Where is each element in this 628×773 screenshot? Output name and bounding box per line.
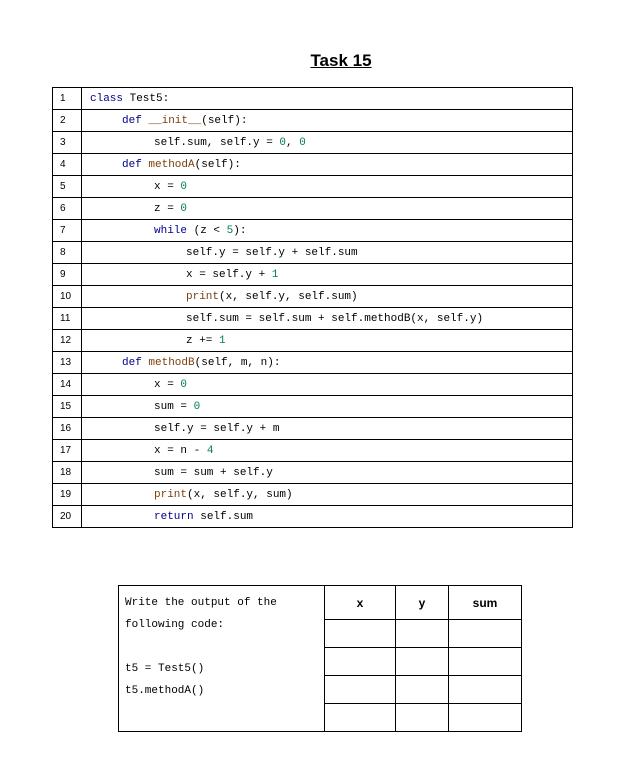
code-line (82, 440, 573, 462)
code-token: x = (154, 180, 181, 193)
line-number: 10 (53, 286, 82, 308)
code-token: Test5: (129, 92, 170, 105)
line-number: 2 (53, 110, 82, 132)
prompt-code-line: t5.methodA() (125, 685, 205, 697)
code-row (53, 418, 573, 440)
line-number: 9 (53, 264, 82, 286)
code-token: x = self.y + (186, 268, 272, 281)
code-token: (self): (201, 114, 248, 127)
line-number: 15 (53, 396, 82, 418)
code-token: return (154, 510, 201, 523)
line-number: 6 (53, 198, 82, 220)
output-cell[interactable] (325, 704, 396, 732)
code-token: self.sum = self.sum + self.methodB(x, self.y) (186, 312, 484, 325)
line-number: 8 (53, 242, 82, 264)
code-listing-table (52, 87, 573, 528)
prompt-line: following code: (125, 619, 225, 631)
code-token: class (90, 92, 130, 105)
code-line (82, 242, 573, 264)
code-line (82, 506, 573, 528)
code-token: ): (233, 224, 247, 237)
code-row (53, 484, 573, 506)
output-cell[interactable] (449, 648, 522, 676)
code-token: 0 (279, 136, 287, 149)
output-cell[interactable] (449, 704, 522, 732)
code-row (53, 242, 573, 264)
line-number: 4 (53, 154, 82, 176)
output-header-row (119, 586, 522, 620)
output-cell[interactable] (396, 676, 449, 704)
code-line (82, 462, 573, 484)
code-token: self.sum (200, 510, 254, 523)
output-cell[interactable] (396, 648, 449, 676)
code-row (53, 132, 573, 154)
code-token: def (122, 114, 149, 127)
code-token: x = n - (154, 444, 207, 457)
line-number: 7 (53, 220, 82, 242)
code-token: 0 (299, 136, 306, 149)
line-number: 20 (53, 506, 82, 528)
prompt-code-line: t5 = Test5() (125, 663, 205, 675)
code-token: 0 (180, 378, 188, 391)
header-x: x (325, 586, 396, 620)
code-row (53, 264, 573, 286)
code-row (53, 462, 573, 484)
code-token: methodB (148, 356, 195, 369)
code-row (53, 396, 573, 418)
code-row (53, 88, 573, 110)
code-line (82, 198, 573, 220)
code-token: while (154, 224, 194, 237)
code-line (82, 264, 573, 286)
code-token: def (122, 356, 149, 369)
code-token: methodA (148, 158, 195, 171)
header-sum: sum (449, 586, 522, 620)
code-line (82, 352, 573, 374)
code-token: 0 (193, 400, 201, 413)
line-number: 14 (53, 374, 82, 396)
code-token: x = (154, 378, 181, 391)
code-token: , (286, 136, 300, 149)
output-prompt-cell (119, 586, 325, 732)
output-cell[interactable] (325, 676, 396, 704)
code-row (53, 308, 573, 330)
code-line (82, 396, 573, 418)
code-line (82, 308, 573, 330)
code-token: (self): (194, 158, 241, 171)
code-line (82, 286, 573, 308)
line-number: 1 (53, 88, 82, 110)
code-row (53, 374, 573, 396)
code-row (53, 506, 573, 528)
code-token: self.y = self.y + m (154, 422, 280, 435)
code-line (82, 330, 573, 352)
code-line (82, 176, 573, 198)
code-token: 4 (206, 444, 214, 457)
code-token: 1 (219, 334, 226, 347)
output-cell[interactable] (396, 620, 449, 648)
code-line (82, 110, 573, 132)
output-table (118, 585, 522, 732)
code-line (82, 132, 573, 154)
prompt-line: Write the output of the (125, 597, 277, 609)
code-token: (self, m, n): (194, 356, 281, 369)
page-title: Task 15 (310, 51, 372, 70)
code-token: print (154, 488, 188, 501)
code-token: sum = (154, 400, 194, 413)
line-number: 12 (53, 330, 82, 352)
code-token: def (122, 158, 149, 171)
code-token: (x, self.y, sum) (187, 488, 293, 501)
line-number: 19 (53, 484, 82, 506)
code-line (82, 154, 573, 176)
code-token: print (186, 290, 220, 303)
code-row (53, 110, 573, 132)
code-line (82, 374, 573, 396)
code-row (53, 198, 573, 220)
code-row (53, 286, 573, 308)
code-token: self.y = self.y + self.sum (186, 246, 358, 259)
code-token: 0 (180, 202, 188, 215)
code-row (53, 352, 573, 374)
code-token: self.sum, self.y = (154, 136, 280, 149)
code-token: (z < (193, 224, 227, 237)
line-number: 18 (53, 462, 82, 484)
code-line (82, 418, 573, 440)
code-row (53, 176, 573, 198)
output-cell[interactable] (325, 620, 396, 648)
line-number: 11 (53, 308, 82, 330)
code-token: (x, self.y, self.sum) (219, 290, 358, 303)
code-token: 1 (271, 268, 279, 281)
line-number: 5 (53, 176, 82, 198)
code-token: z += (186, 334, 220, 347)
output-cell[interactable] (449, 620, 522, 648)
code-row (53, 220, 573, 242)
output-cell[interactable] (396, 704, 449, 732)
line-number: 16 (53, 418, 82, 440)
code-token: sum = sum + self.y (154, 466, 273, 479)
code-line (82, 220, 573, 242)
code-token: __init__ (148, 114, 202, 127)
code-row (53, 330, 573, 352)
code-row (53, 440, 573, 462)
line-number: 17 (53, 440, 82, 462)
header-y: y (396, 586, 449, 620)
output-cell[interactable] (325, 648, 396, 676)
code-token: 5 (226, 224, 234, 237)
output-cell[interactable] (449, 676, 522, 704)
code-token: 0 (180, 180, 188, 193)
line-number: 13 (53, 352, 82, 374)
line-number: 3 (53, 132, 82, 154)
code-line (82, 484, 573, 506)
code-row (53, 154, 573, 176)
code-token: z = (154, 202, 181, 215)
code-line (82, 88, 573, 110)
code-listing-body (53, 88, 573, 528)
